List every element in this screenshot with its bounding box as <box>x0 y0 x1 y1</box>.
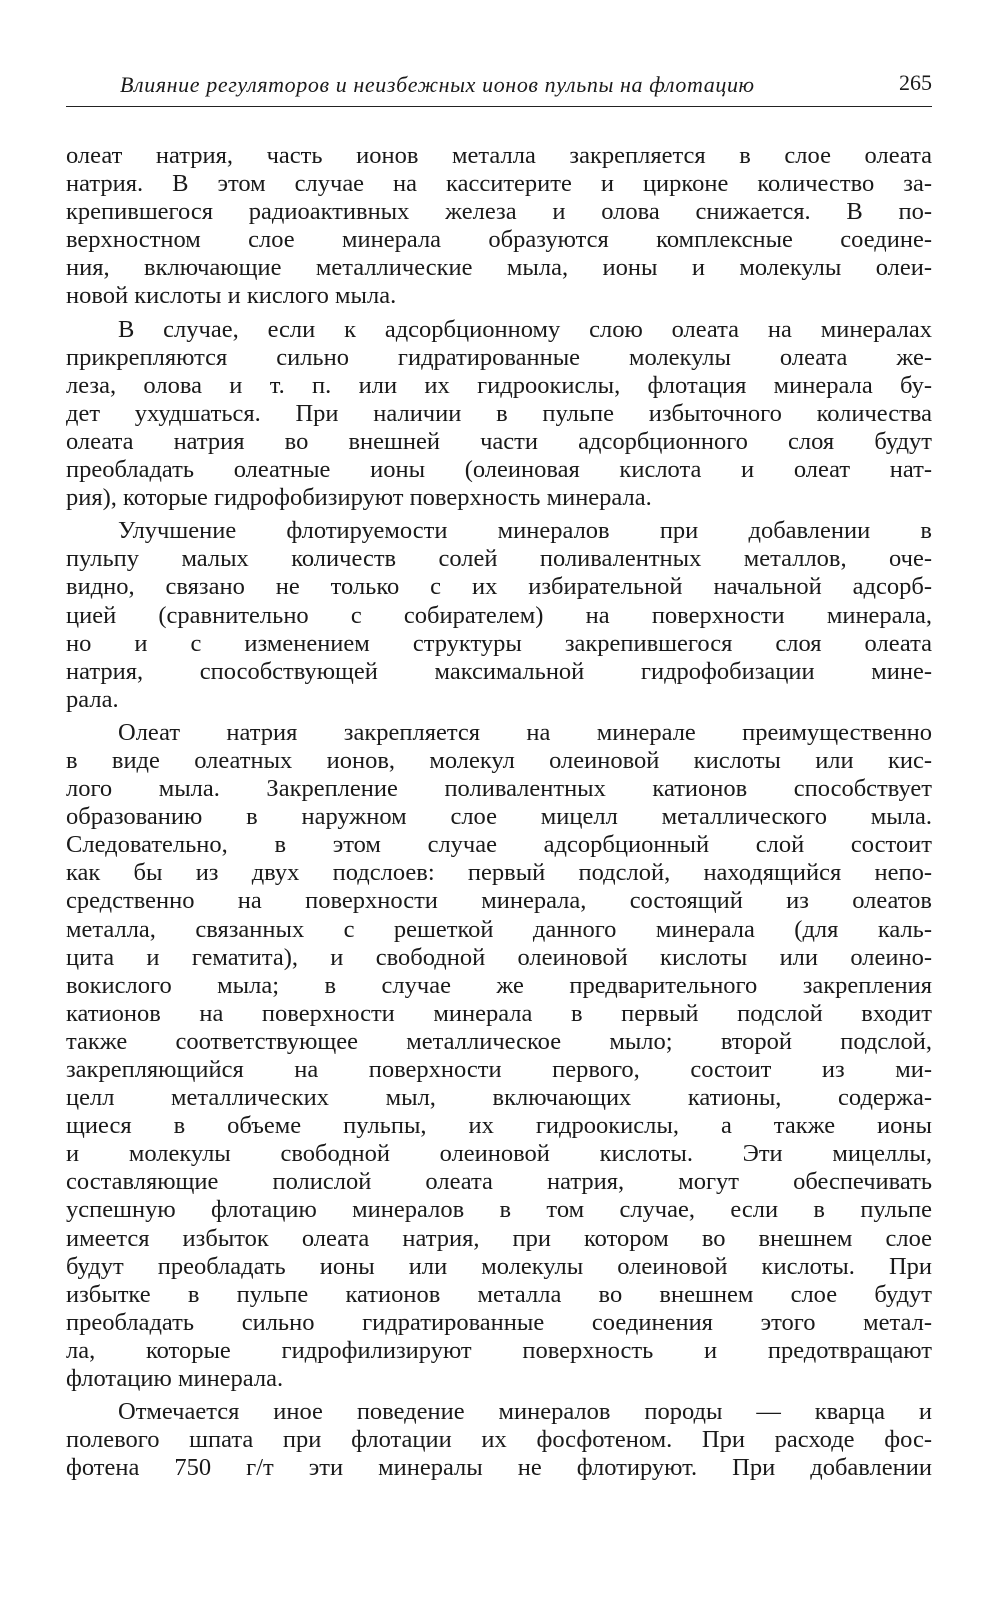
text-line: ла, которые гидрофилизируют поверхность и предотвращают <box>66 1336 932 1364</box>
text-line: избытке в пульпе катионов металла во внешнем слое будут <box>66 1280 932 1308</box>
text-line: ния, включающие металлические мыла, ионы и молекулы олеи- <box>66 254 932 282</box>
text-line: в виде олеатных ионов, молекул олеиновой кислоты или кис- <box>66 746 932 774</box>
text-line: Отмечается иное поведение минералов породы — кварца и <box>118 1398 932 1426</box>
text-line: имеется избыток олеата натрия, при котором во внешнем слое <box>66 1224 932 1252</box>
page-number: 265 <box>899 70 932 95</box>
text-line: и молекулы свободной олеиновой кислоты. Эти мицеллы, <box>66 1140 932 1168</box>
text-line: закрепляющийся на поверхности первого, состоит из ми- <box>66 1056 932 1083</box>
text-line: цита и гематита), и свободной олеиновой кислоты или олеино- <box>66 943 932 971</box>
text-line: вокислого мыла; в случае же предварительного закрепления <box>66 971 932 999</box>
text-line: прикрепляются сильно гидратированные молекулы олеата же- <box>66 343 932 371</box>
text-line: Следовательно, в этом случае адсорбционный слой состоит <box>66 831 932 859</box>
text-line: целл металлических мыл, включающих катионы, содержа- <box>66 1084 932 1112</box>
text-line: олеата натрия во внешней части адсорбционного слоя будут <box>66 427 932 455</box>
text-line: флотацию минерала. <box>66 1365 284 1393</box>
text-line: металла, связанных с решеткой данного минерала (для каль- <box>66 915 932 943</box>
text-line: леза, олова и т. п. или их гидроокислы, флотация минерала бу- <box>66 371 932 399</box>
text-line: полевого шпата при флотации их фосфотеном. При расходе фос- <box>66 1426 932 1454</box>
text-line: средственно на поверхности минерала, состоящий из олеатов <box>66 887 932 915</box>
paragraph-4 <box>66 719 932 1393</box>
text-line: щиеся в объеме пульпы, их гидроокислы, а также ионы <box>66 1112 932 1140</box>
paragraph-3 <box>66 517 932 714</box>
text-line: фотена 750 г/т эти минералы не флотируют. При добавлении <box>66 1454 932 1482</box>
text-line: успешную флотацию минералов в том случае, если в пульпе <box>66 1196 932 1224</box>
text-line: новой кислоты и кислого мыла. <box>66 282 397 310</box>
text-line: Олеат натрия закрепляется на минерале преимущественно <box>118 718 932 746</box>
text-body <box>66 142 932 1482</box>
text-line: лого мыла. Закрепление поливалентных катионов способствует <box>66 775 932 803</box>
text-line: крепившегося радиоактивных железа и олова снижается. В по- <box>66 198 932 226</box>
text-line: рала. <box>66 685 119 713</box>
text-line: натрия, способствующей максимальной гидрофобизации мине- <box>66 657 932 685</box>
page-header <box>66 66 932 107</box>
text-line: но и с изменением структуры закрепившегося слоя олеата <box>66 629 932 657</box>
text-line: цией (сравнительно с собирателем) на поверхности минерала, <box>66 601 932 629</box>
text-line: также соответствующее металлическое мыло; второй подслой, <box>66 1027 932 1055</box>
running-title: Влияние регуляторов и неизбежных ионов пульпы на флотацию <box>120 72 755 97</box>
text-line: составляющие полислой олеата натрия, могут обеспечивать <box>66 1168 932 1196</box>
paragraph-2 <box>66 316 932 513</box>
text-line: олеат натрия, часть ионов металла закрепляется в слое олеата <box>66 142 932 169</box>
text-line: натрия. В этом случае на касситерите и цирконе количество за- <box>66 170 932 198</box>
text-line: верхностном слое минерала образуются комплексные соедине- <box>66 226 932 254</box>
text-line: В случае, если к адсорбционному слою олеата на минералах <box>118 315 932 343</box>
text-line: преобладать сильно гидратированные соединения этого метал- <box>66 1308 932 1336</box>
paragraph-1 <box>66 142 932 311</box>
text-line: преобладать олеатные ионы (олеиновая кислота и олеат нат- <box>66 456 932 484</box>
text-line: будут преобладать ионы или молекулы олеиновой кислоты. При <box>66 1252 932 1280</box>
text-line: видно, связано не только с их избирательной начальной адсорб- <box>66 573 932 601</box>
paragraph-5 <box>66 1398 932 1482</box>
text-line: пульпу малых количеств солей поливалентных металлов, оче- <box>66 545 932 573</box>
text-line: катионов на поверхности минерала в первый подслой входит <box>66 999 932 1027</box>
text-line: образованию в наружном слое мицелл металлического мыла. <box>66 803 932 831</box>
text-line: как бы из двух подслоев: первый подслой, находящийся непо- <box>66 859 932 887</box>
text-line: рия), которые гидрофобизируют поверхность минерала. <box>66 484 652 512</box>
text-line: дет ухудшаться. При наличии в пульпе избыточного количества <box>66 399 932 427</box>
text-line: Улучшение флотируемости минералов при добавлении в <box>118 517 932 545</box>
